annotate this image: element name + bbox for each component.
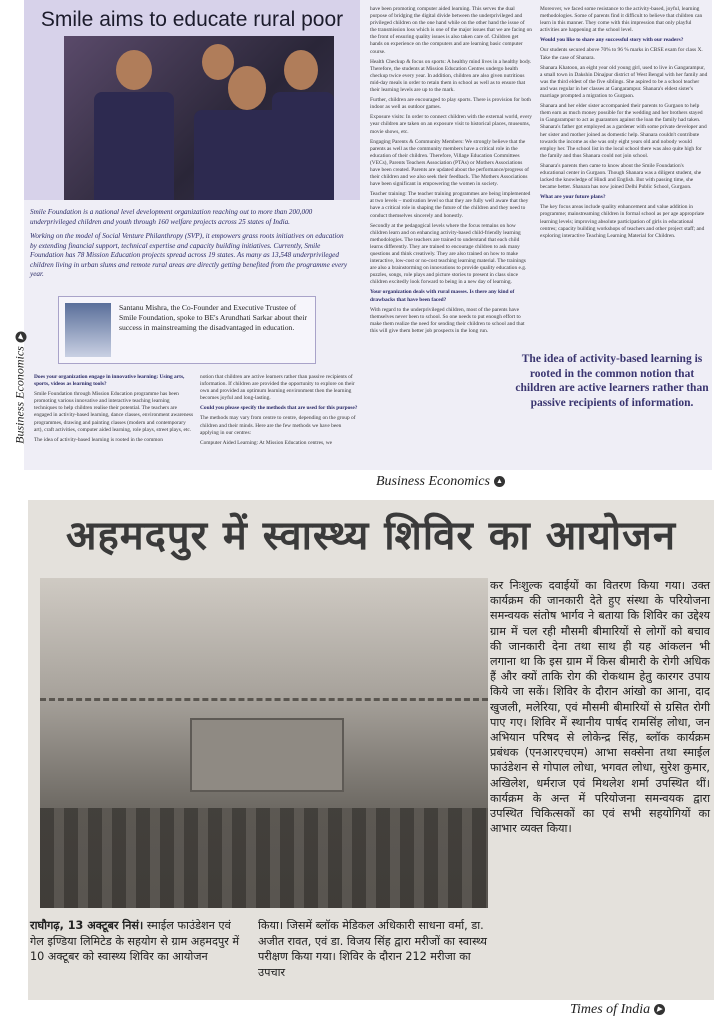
article-paragraph: Shanara and her elder sister accompanied their parents to Gurgaon to help them earn as much money possible for the wedding and her brothers stayed in Gangarampur to act as guarantors against the loan the family had taken. Shanara's father got employed as a gardener with some private developer and her sister and mother joined as domestic help. Shanara couldn't contribute towards the income as she was only eight years old and nobody would employ her. The school list in the local school there was also quite high for the family and thus Shanara could not join school. [540,103,707,159]
hindi-dateline: राघौगढ़, 13 अक्टूबर निसं। [30,919,144,932]
pull-quote: The idea of activity-based learning is rooted in the common notion that children are active learners rather than passive recipients of information. [515,353,709,409]
headline-panel [24,0,360,200]
article-paragraph: The idea of activity-based learning is rooted in the common [34,436,163,443]
health-camp-photo [40,578,488,908]
article-paragraph: Health Checkup & focus on sports: A healthy mind lives in a healthy body. Therefore, the students at Mission Education Centres undergo health checkup twice every year. In addition, children are also given nutritious mid-day meals in order to retain them in school as well as to ensure that their learning levels are up to the mark. [370,58,532,94]
intro-paragraph-1: Smile Foundation is a national level development organization reaching out to more than 200,000 underprivileged children and youth through 160 welfare projects across 25 states of India. [30,208,313,226]
hindi-right-column: कर निःशुल्क दवाईयों का वितरण किया गया। उक्त कार्यक्रम की जानकारी देते हुए संस्था के परियोजना समन्वयक संतोष भार्गव ने बताया कि शिविर का उद्देश्य ग्राम में चल रही मौसमी बीमारियों से लोगों को बचाव की जानकारी देना तथा साथ ही यह आंकलन भी लगाना था कि इस ग्राम में किस बीमारी के रोगी अधिक हैं और क्यों ताकि रोग की रोकथाम हेतु कारगर उपाय किये जा सकें। शिविर के दौरान आंखो का आना, दाद खुजली, मलेरिया, एवं मौसमी बीमारियों से ग्रसित रोगी पाए गए। शिविर में स्थानीय पार्षद रामसिंह लोधा, जन अभियान परिषद से लोकेन्द्र सिंह, ब्लॉक कार्यक्रम प्रबंधक (एनआरएचएम) आभा सक्सेना तथा स्माईल फाउंडेशन से गोपाल लोधा, भगवत लोधा, सुरेश कुमार, अखिलेश, धर्मराज एवं मिथलेश शर्मा उपस्थित थीं। कार्यक्रम के अन्त में परियोजना समन्वयक द्वारा उपस्थित चिकित्सकों का एवं सभी सहयोगियों का आभार व्यक्त किया। [490,579,710,836]
hindi-caption-left-text: स्माईल फाउंडेशन एवं गेल इण्डिया लिमिटेड के सहयोग से ग्राम अहमदपुर में 10 अक्टूबर को स्वास्थ्य शिविर का आयोजन [30,919,240,964]
santanu-mishra-portrait [65,303,111,357]
article-paragraph: Teacher training: The teacher training programmes are being implemented at two levels – motivation level so that they are fully well aware that they have a critical role in shaping the future of the children and they need to conduct themselves sincerely and honestly. [370,191,531,219]
interview-question: Could you please specify the methods that are used for this purpose? [200,405,358,412]
article-paragraph: Further, children are encouraged to play sports. There is provision for both indoor as well as outdoor games. [370,97,531,111]
circle-arrow-icon: ▶ [654,1004,665,1015]
side-source-text: Business Economics [12,346,27,444]
interview-question: Does your organization engage in innovative learning: Using arts, sports, videos as learning tools? [34,374,185,388]
article-paragraph: Moreover, we faced some resistance to the activity-based, joyful, learning methodologies. Some of parents find it difficult to believe that children can learn in this manner. They come with this impression that only playful activities are happening at the school level. [540,6,703,34]
hindi-headline: अहमदपुर में स्वास्थ्य शिविर का आयोजन [65,513,677,559]
interview-question: Would you like to share any successful story with our readers? [540,37,684,44]
article-paragraph: Computer Aided Learning: At Mission Education centres, we [200,439,333,446]
hindi-caption-mid: किया। जिसमें ब्लॉक मेडिकल अधिकारी साधना वर्मा, डा. अजीत रावत, एवं डा. विजय सिंह द्वारा मरीजों का स्वास्थ्य परीक्षण किया गया। शिविर के दौरान 212 मरीजा का उपचार [258,919,487,979]
circle-arrow-icon: ▶ [15,331,26,342]
article-paragraph: Secondly at the pedagogical levels where the focus remains on how children learn and on enhancing activity-based child-friendly learning methodologies. The teachers are trained to understand that each child learns differently. They are trained to encourage children to ask many questions and think creatively. They are also trained on how to make interactive, low-cost or no-cost teaching learning material. The trainings are also a brainstorming on innovations to provide quality education e.g. puzzles, songs, role plays and picture stories to present in class since children excitedly look forward to being in a new day of learning. [370,222,527,286]
article-paragraph: Smile Foundation through Mission Education programme has been promoting various innovative and interactive teaching learning techniques to help children realise their potential. The teachers are engaged in activity-based learning, dance classes, environment awareness programmes, drawing and painting classes (modern and contemporary art), craft activities, computer aided learning, role plays, street plays, etc. [34,391,194,433]
hindi-caption-left [30,918,248,965]
times-of-india-clipping [28,500,714,1000]
article-paragraph: With regard to the underprivileged children, most of the parents have themselves never been to school. So one needs to put enough effort to make them realize the need for sending their children to school and that this will give them better job prospects in the long run. [370,306,525,334]
side-source-label [0,320,27,470]
article-paragraph: Shanara Khatoon, an eight year old young girl, used to live in Gangarampur, a small town in Dakshin Dinajpur district of West Bengal with her family and was the third eldest of the five siblings. She aspired to be a school teacher and was regular in her classes at Gangarampur. Shanara's eldest sister's marriage prompted a migration to Gurgaon. [540,64,708,100]
be-source-text: Business Economics [376,474,490,489]
article-headline: Smile aims to educate rural poor [40,8,344,31]
article-column-2 [200,374,360,470]
article-paragraph: Engaging Parents & Community Members: We strongly believe that the parents as well as the community members have a critical role in the education of their children. Therefore, Village Education Committees (VECs), Parents Teachers Association (PTAs) or Mothers Associations have been created. Parents are updated about the performance/progress of their children and we also seek their feedback. The Mothers Associations have been significant in empowering the women in society. [370,138,529,188]
article-paragraph: have been promoting computer aided learning. This serves the dual purpose of bridging the digital divide between the underprivileged and privileged children on the one hand while on the other hand the issue of the transmission loss which is one of the major issues that we are facing on the front of ensuring quality issues is also taken care of. Children get hands on experience on the computers and are learning basic computer course. [370,6,532,55]
toi-source-text: Times of India [570,1002,651,1017]
interview-question: What are your future plans? [540,194,606,201]
article-paragraph: Exposure visits: In order to connect children with the external world, every year children are taken on an exposure visit to historical places, museums, movie shows, etc. [370,114,532,135]
times-of-india-label [570,1002,665,1018]
interview-question: Your organization deals with rural masses. Is there any kind of drawbacks that have been faced? [370,289,515,303]
interview-intro-box [58,296,316,364]
article-column-4 [540,6,708,346]
children-photo [64,36,334,200]
article-column-3 [370,6,532,470]
article-paragraph: Shanara's parents then came to know about the Smile Foundation's educational center in Gurgaon. Though Shanara was a diligent student, she lacked the knowledge of Hindi and English. But with passing time, she became better. Shanara has now joined Delhi Public School, Gurgaon. [540,162,702,191]
article-paragraph: The key focus areas include quality enhancement and value addition in programme; mainstreaming children in formal school as per age appropriate learning levels; improving absolute participation of girls in educational centres; capacity building workshops of teachers and other project staff; and exploring interactive Teaching Learning Material for Children. [540,204,705,239]
intro-paragraph-2: Working on the model of Social Venture Philanthropy (SVP), it empowers grass roots initiatives on education by extending financial support, technical expertise and capacity building initiatives. Currently, Smile Foundation has 78 Mission Education projects spread across 19 states. As many as 13,548 underprivileged children living in urban slums and remote rural areas are directly getting benefited from the programme every year. [30,232,348,279]
business-economics-label [376,474,505,490]
article-paragraph: The methods may vary from centre to centre, depending on the group of children and their minds. Here are the few methods we have been applying in our centres: [200,415,356,436]
circle-arrow-icon: ▲ [494,476,505,487]
article-paragraph: Our students secured above 70% to 96 % marks in CBSE exam for class X. Take the case of Shanara. [540,47,703,61]
article-paragraph: notion that children are active learners rather than passive recipients of information. If children are provided the opportunity to explore on their own and provided an optimum learning environment then the learning becomes joyful and long-lasting. [200,374,355,402]
interview-intro-text: Santanu Mishra, the Co-Founder and Executive Trustee of Smile Foundation, spoke to BE's Arundhati Sarkar about their success in mainstreaming the disadvantaged in education. [119,303,308,332]
article-column-1 [34,374,194,470]
